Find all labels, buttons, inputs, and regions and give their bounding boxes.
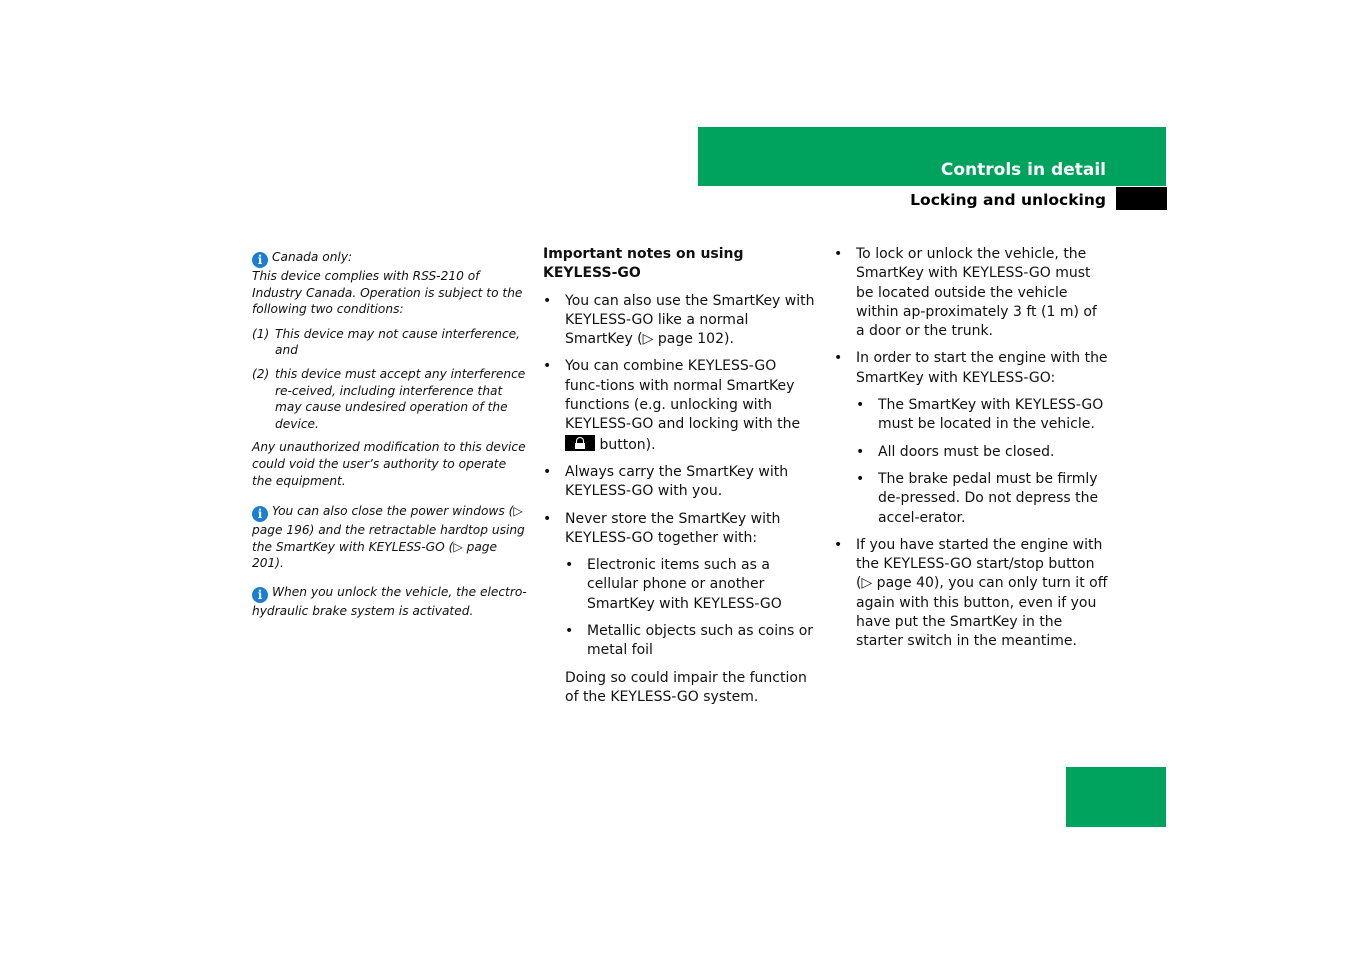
sub-bullet-list	[856, 396, 1108, 528]
condition-item	[252, 366, 528, 432]
sub-list-item: • All doors must be closed.	[856, 443, 1108, 462]
note-footer-text: Any unauthorized modification to this device could void the user’s authority to operate the equipment.	[252, 440, 526, 488]
condition-number: (2)	[252, 366, 270, 381]
bullet-list	[834, 245, 1108, 652]
page-number-box	[1066, 767, 1166, 827]
list-item-text: button).	[599, 436, 656, 453]
keyless-go-notes-column	[543, 245, 815, 707]
sub-bullet-list	[565, 556, 815, 660]
section-title: Controls in detail	[940, 160, 1106, 180]
bullet-list	[543, 292, 815, 661]
condition-text: This device may not cause interference, and	[275, 326, 521, 358]
page-number: 107	[1257, 772, 1291, 791]
note-title: Canada only:	[272, 250, 353, 264]
notes-column	[252, 249, 528, 628]
list-item: • You can also use the SmartKey with KEYLESS-GO like a normal SmartKey (▷ page 102).	[543, 292, 815, 350]
lock-icon	[565, 435, 595, 451]
note-text: When you unlock the vehicle, the electro-hydraulic brake system is activated.	[252, 584, 527, 618]
note-text: You can also close the power windows (▷ page 196) and the retractable hardtop using the SmartKey with KEYLESS-GO (▷ page 201).	[252, 504, 525, 571]
sub-list-item: • The SmartKey with KEYLESS-GO must be located in the vehicle.	[856, 396, 1108, 435]
list-item: • To lock or unlock the vehicle, the SmartKey with KEYLESS-GO must be located outside the vehicle within ap-proximately 3 ft (1 m) of a door or the trunk.	[834, 245, 1108, 341]
list-item: • If you have started the engine with the KEYLESS-GO start/stop button (▷ page 40), you can only turn it off again with this button, even if you have put the SmartKey in the starter switch in the meantime.	[834, 536, 1108, 652]
condition-text: this device must accept any interference re-ceived, including interference that may cause undesired operation of the device.	[275, 366, 526, 431]
info-icon: i	[252, 506, 268, 522]
list-item	[543, 510, 815, 661]
paragraph: Doing so could impair the function of the KEYLESS-GO system.	[565, 669, 807, 705]
note-canada	[252, 249, 528, 318]
list-item	[834, 349, 1108, 527]
sub-list-item: • The brake pedal must be firmly de-pressed. Do not depress the accel-erator.	[856, 470, 1108, 528]
sub-list-item: • Electronic items such as a cellular phone or another SmartKey with KEYLESS-GO	[565, 556, 815, 614]
list-item-text: In order to start the engine with the SmartKey with KEYLESS-GO:	[856, 350, 1108, 386]
list-item-text: Never store the SmartKey with KEYLESS-GO together with:	[565, 510, 781, 546]
note-power-windows	[252, 503, 528, 572]
condition-number: (1)	[252, 326, 270, 341]
list-item: • Always carry the SmartKey with KEYLESS-GO with you.	[543, 463, 815, 502]
list-item-text: You can combine KEYLESS-GO func-tions with normal SmartKey functions (e.g. unlocking with KEYLESS-GO and locking with the	[565, 358, 801, 433]
info-icon: i	[252, 587, 268, 603]
info-icon: i	[252, 252, 268, 268]
note-body: This device complies with RSS-210 of Industry Canada. Operation is subject to the following two conditions:	[252, 269, 523, 317]
section-heading: Important notes on using KEYLESS-GO	[543, 246, 744, 282]
condition-item	[252, 326, 528, 359]
subsection-title: Locking and unlocking	[910, 191, 1106, 209]
sub-list-item: • Metallic objects such as coins or metal foil	[565, 622, 815, 661]
list-item	[543, 357, 815, 454]
keyless-go-usage-column	[834, 245, 1108, 660]
subsection-marker	[1116, 187, 1167, 210]
note-brake-system	[252, 584, 528, 620]
note-footer	[252, 439, 528, 489]
